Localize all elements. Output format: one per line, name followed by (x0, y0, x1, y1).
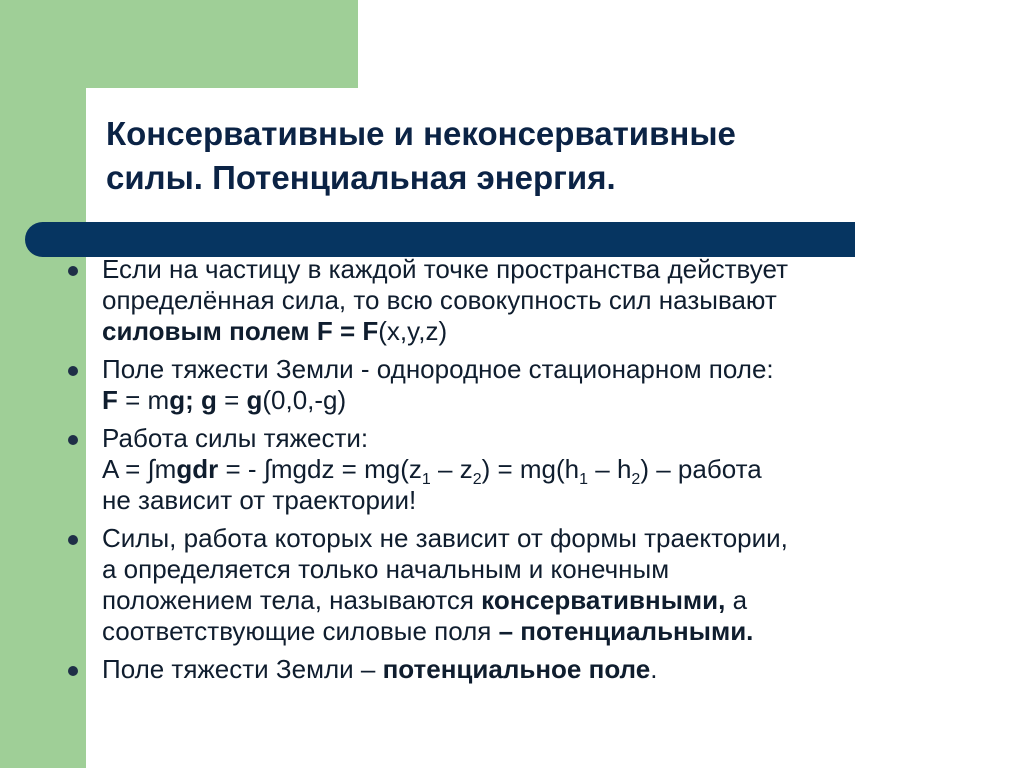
bullet-list (60, 254, 1010, 692)
title-line-2: силы. Потенциальная энергия. (106, 159, 616, 196)
title-underline-bar (25, 222, 855, 257)
bullet-dot (68, 666, 78, 676)
bullet-force-field: Если на частицу в каждой точке пространства действует определённая сила, то всю совокупность сил называют силовым полем F = F(x,y,z) (60, 254, 1010, 347)
integral-sign: ∫ (147, 454, 155, 484)
bullet-conservative-forces: Силы, работа которых не зависит от формы траектории, а определяется только начальным и конечным положением тела, называются консервативными, а соответствующие силовые поля – потенциальными. (60, 523, 1010, 647)
bullet-dot (68, 366, 78, 376)
integral-sign: ∫ (263, 454, 271, 484)
bullet-dot (68, 435, 78, 445)
title-line-1: Консервативные и неконсервативные (106, 115, 736, 152)
bullet-dot (68, 266, 78, 276)
bullet-gravity-work: Работа силы тяжести: A = ∫mgdr = - ∫mgdz = $mg(z_1 - z_2) = mg(h_1 - h_2)$ – работа не зависит от траектории! (60, 423, 1010, 516)
green-top-band (0, 0, 358, 88)
bullet-gravity-field: Поле тяжести Земли - однородное стационарном поле: F = mg; g = g(0,0,-g) (60, 354, 1010, 416)
bullet-potential-field: Поле тяжести Земли – потенциальное поле. (60, 654, 1010, 685)
slide-title (106, 112, 966, 200)
bullet-dot (68, 535, 78, 545)
